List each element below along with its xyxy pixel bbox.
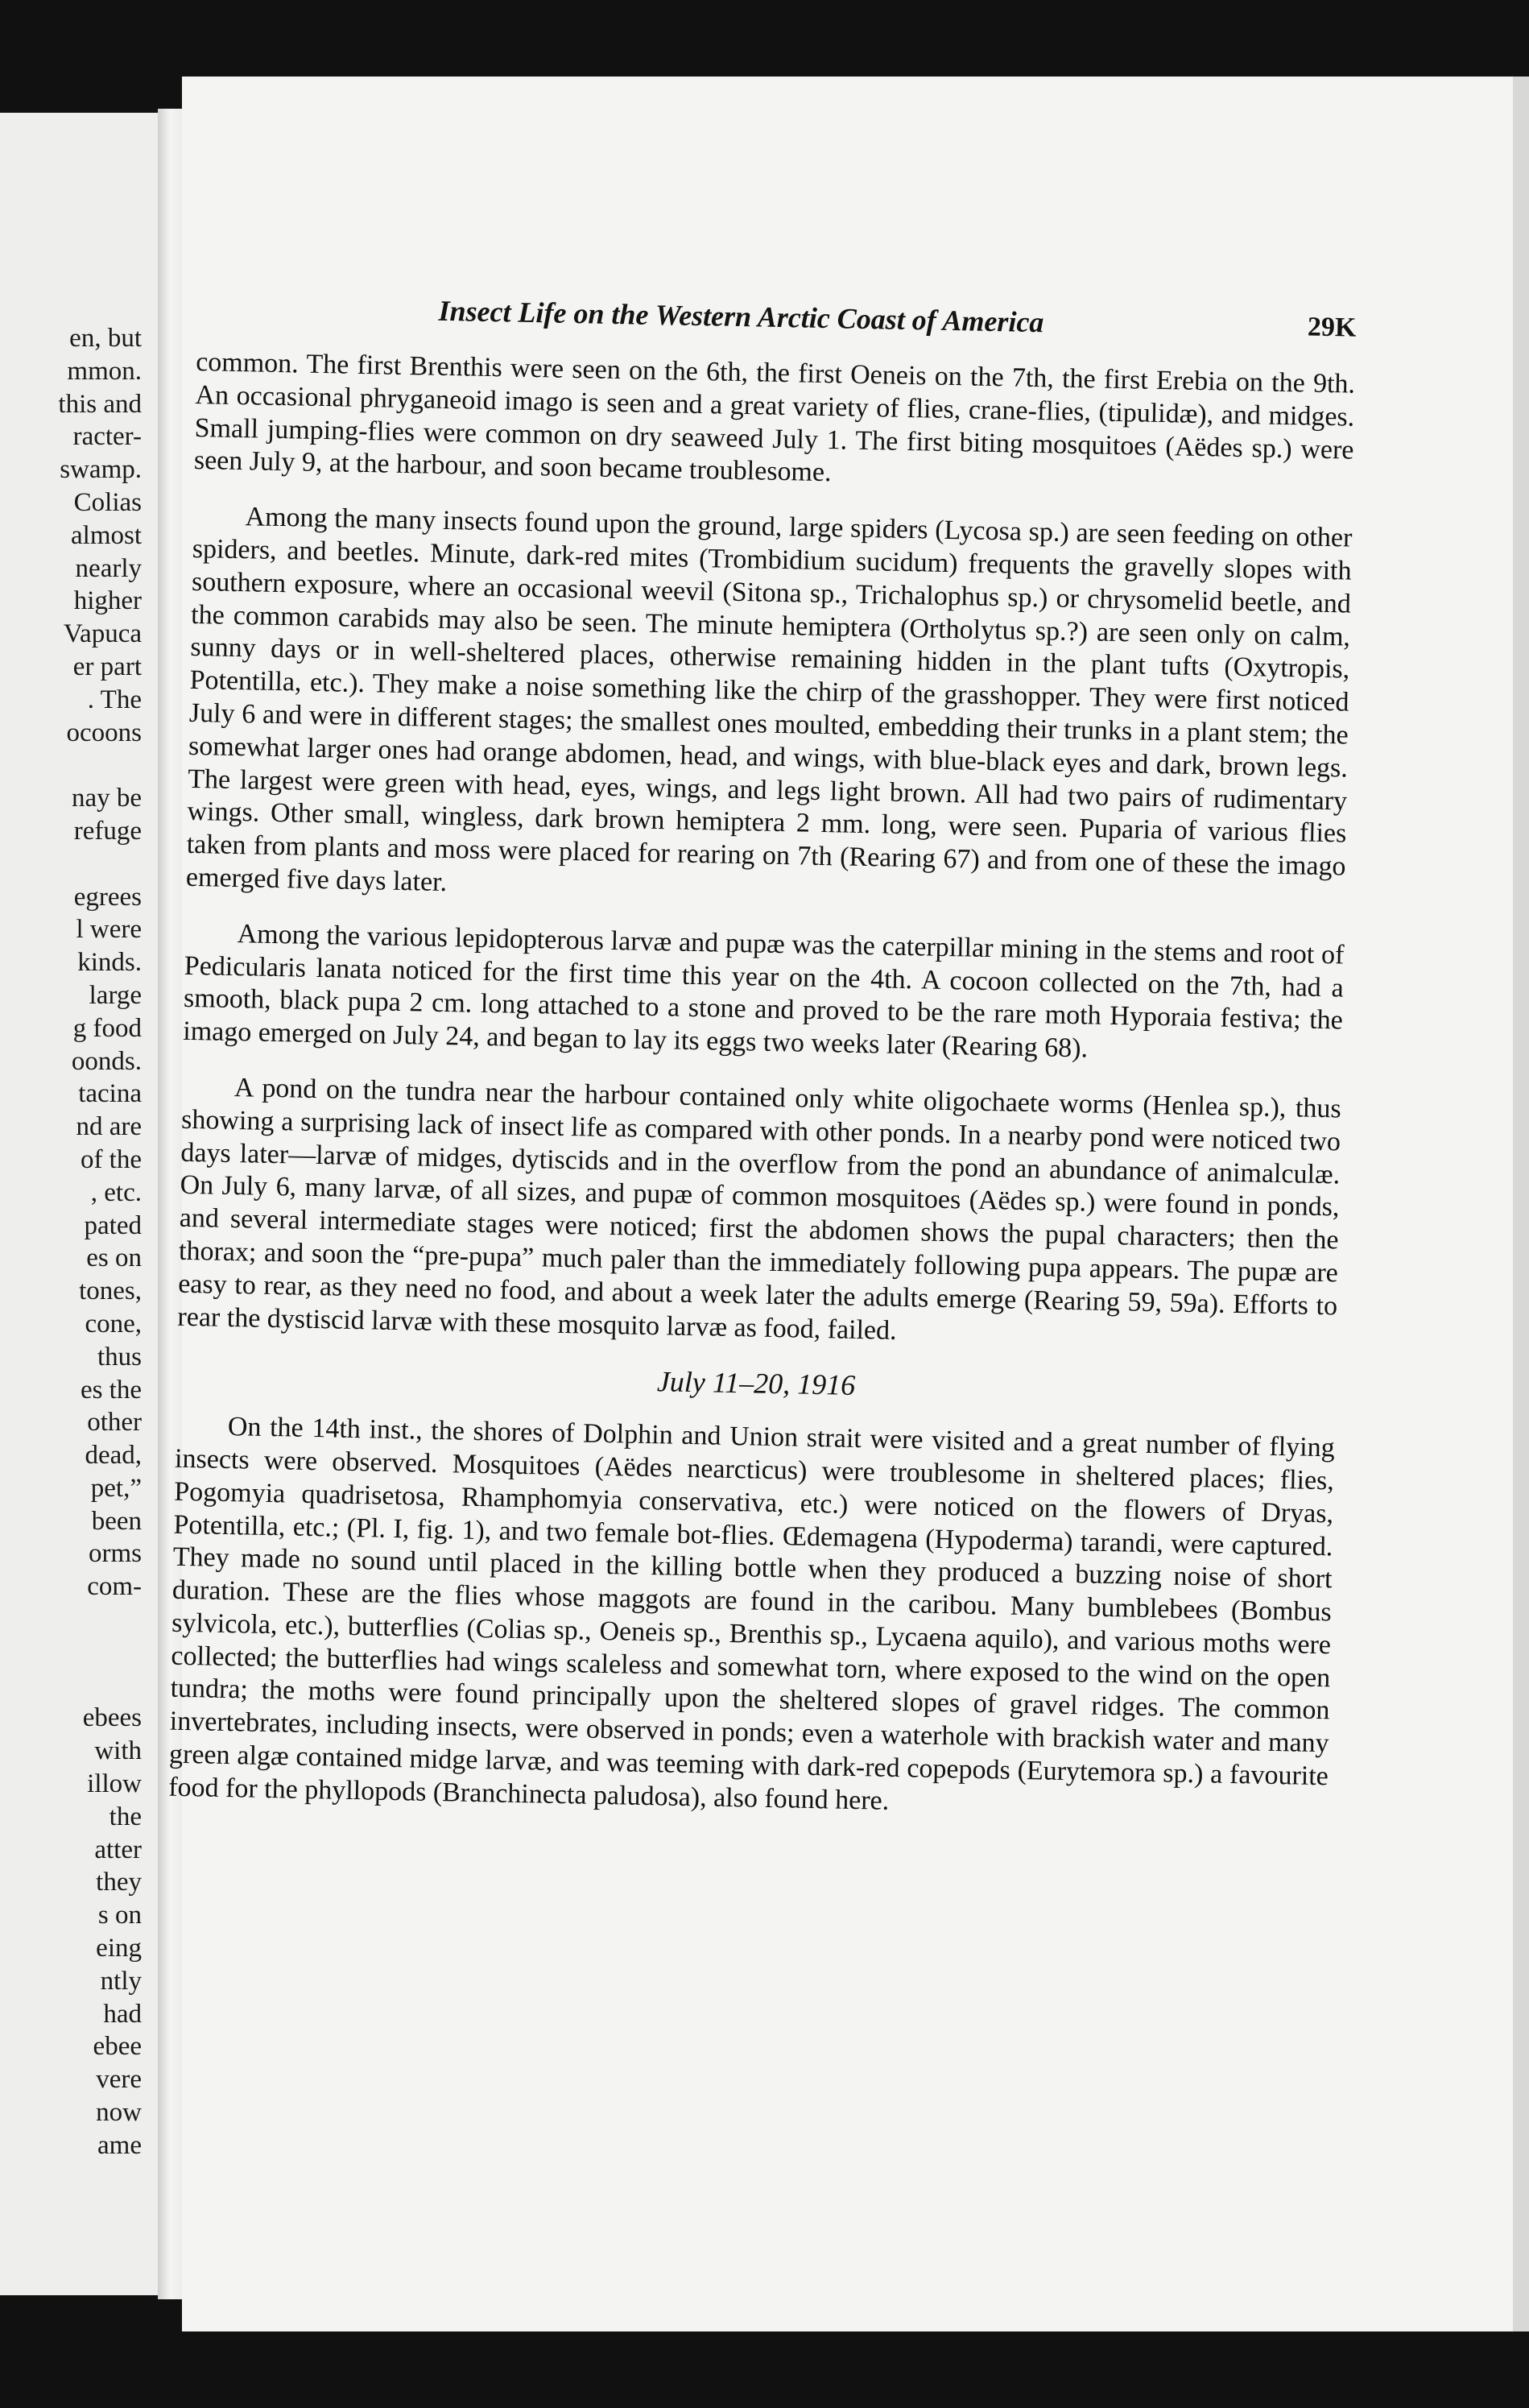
left-page-line: mmon. <box>67 356 142 386</box>
left-page-line: tacina <box>78 1079 142 1109</box>
left-page-line: s on <box>97 1901 142 1930</box>
left-page-line: nd are <box>76 1112 142 1142</box>
left-page-line: nearly <box>75 553 142 583</box>
left-page-line: cone, <box>85 1309 142 1338</box>
left-page-gap <box>0 848 142 881</box>
left-page-line: ebees <box>82 1703 142 1733</box>
left-page-line: com- <box>87 1572 142 1602</box>
left-page-line: , etc. <box>90 1177 142 1207</box>
left-page-line: orms <box>89 1539 142 1569</box>
left-page-line: ntly <box>100 1966 142 1996</box>
left-page-line: higher <box>73 586 142 616</box>
left-page-line: of the <box>80 1144 142 1174</box>
page-edge <box>1513 77 1529 2331</box>
left-page-line: er part <box>72 652 142 681</box>
left-page-line: ebee <box>93 2032 142 2062</box>
left-page-line: racter- <box>72 422 142 452</box>
left-page-line: pet,” <box>90 1473 142 1503</box>
left-page-line: large <box>89 980 142 1010</box>
left-page-line: es the <box>80 1375 142 1405</box>
left-page-line: the <box>109 1802 142 1831</box>
paragraph: On the 14th inst., the shores of Dolphin and Union strait were visited and a great number of flying insects were observed. Mosquitoes (Aëdes nearcticus) were troublesome in sheltered places; flies, Pogomyia quadrisetosa, Rhamphomyia conservativa, etc.) were noticed on the flowers of Dryas, Potentilla, etc.; (Pl. I, fig. 1), and two female bot-flies. Œdemagena (Hypoderma) tarandi, were captured. They made no sound until placed in the killing bottle when they produced a buzzing noise of short duration. These are the flies whose maggots are found in the caribou. Many bumblebees (Bombus sylvicola, etc.), butterflies (Colias sp., Oeneis sp., Brenthis sp., Lycaena aquilo), and various moths were collected; the butterflies had wings scaleless and somewhat torn, where exposed to the wind on the open tundra; the moths were found principally upon the sheltered slopes of gravel ridges. The common invertebrates, including insects, were observed in ponds; even a waterhole with brackish water and many green algæ contained midge larvæ, and was teeming with dark-red copepods (Eurytemora sp.) a favourite food for the phyllopods (Branchinecta paludosa), also found here. <box>167 1412 1336 1816</box>
paragraph: Among the many insects found upon the ground, large spiders (Lycosa sp.) are seen feeding on other spiders, and beetles. Minute, dark-red mites (Trombidium sucidum) frequents the gravelly slopes with southern exposure, where an occasional weevil (Sitona sp., Trichalophus sp.) or chrysomelid beetle, and the common carabids may also be seen. The minute hemiptera (Ortholytus sp.?) are seen only on calm, sunny days or in well-sheltered places, otherwise remaining hidden in the plant tufts (Oxytropis, Potentilla, etc.). They make a noise something like the chirp of the grasshopper. They were first noticed July 6 and were in different stages; the smallest ones moulted, embedding their trunks in a plant stem; the somewhat larger ones had orange abdomen, head, and wings, with blue-black eyes and dark, brown legs. The largest were green with head, eyes, wings, and legs light brown. All had two pairs of rudimentary wings. Other small, wingless, dark brown hemiptera 2 mm. long, were seen. Puparia of various flies taken from plants and moss were placed for rearing on 7th (Rearing 67) and from one of these the imago emerged five days later. <box>185 502 1353 898</box>
left-page-line: egrees <box>73 882 142 912</box>
left-page-line: now <box>96 2098 142 2128</box>
left-page-line: oonds. <box>71 1046 142 1076</box>
left-page-line: been <box>91 1506 142 1536</box>
left-page-line: tones, <box>79 1276 142 1306</box>
left-page-line: nay be <box>71 784 142 813</box>
left-page-line: with <box>94 1736 142 1766</box>
left-page-line: eing <box>96 1934 142 1963</box>
left-page-line: thus <box>97 1342 142 1372</box>
left-page-line: other <box>87 1408 142 1438</box>
left-page-line: almost <box>71 520 142 550</box>
left-page-gap <box>0 1636 142 1669</box>
section-date-heading: July 11–20, 1916 <box>656 1365 856 1402</box>
left-page-line: es on <box>86 1243 142 1273</box>
left-page-line: en, but <box>69 324 142 353</box>
left-page-line: Colias <box>73 487 142 517</box>
left-page-line: pated <box>84 1210 142 1240</box>
left-page-line: ame <box>97 2130 142 2160</box>
left-page-line: ocoons <box>66 718 142 747</box>
page-content <box>167 290 1356 1849</box>
left-page-gap <box>0 1603 142 1636</box>
left-page-line: refuge <box>73 816 142 846</box>
left-page-line: atter <box>94 1835 142 1864</box>
left-page-line: this and <box>58 389 142 419</box>
left-page-gap <box>0 749 142 782</box>
left-page-line: had <box>103 1999 142 2029</box>
left-page-gap <box>0 1669 142 1703</box>
paragraph: Among the various lepidopterous larvæ and pupæ was the caterpillar mining in the stems and root of Pedicularis lanata noticed for the first time this year on the 4th. A cocoon collected on the 7th, had a smooth, black pupa 2 cm. long attached to a stone and proved to be the rare moth Hyporaia festiva; the imago emerged on July 24, and began to lay its eggs two weeks later (Rearing 68). <box>182 918 1345 1064</box>
left-page-line: Vapuca <box>63 619 142 649</box>
left-page-line: they <box>96 1868 142 1897</box>
left-page-line: dead, <box>85 1441 142 1471</box>
paragraph: A pond on the tundra near the harbour contained only white oligochaete worms (Henlea sp.), thus showing a surprising lack of insect life as compared with other ponds. In a nearby pond were noticed two days later—larvæ of midges, dytiscids and in the overflow from the pond an abundance of animalculæ. On July 6, many larvæ, of all sizes, and pupæ of common mosquitoes (Aëdes sp.) were found in ponds, and several intermediate stages were noticed; first the abdomen shows the pupal characters; then the thorax; and soon the “pre-pupa” much paler than the immediately following pupa appears. The pupæ are easy to rear, as they need no food, and about a week later the adults emerge (Rearing 59, 59a). Efforts to rear the dystiscid larvæ with these mosquito larvæ as food, failed. <box>177 1073 1342 1346</box>
left-page-line: illow <box>87 1769 142 1799</box>
left-page-text <box>0 322 142 2162</box>
left-page-line: swamp. <box>60 455 142 485</box>
left-page-line: g food <box>72 1013 142 1043</box>
left-page-line: kinds. <box>77 948 142 978</box>
running-title: Insect Life on the Western Arctic Coast of America <box>438 294 1044 339</box>
page-number: 29K <box>1307 312 1357 343</box>
paragraph: common. The first Brenthis were seen on the 6th, the first Oeneis on the 7th, the first Erebia on the 9th. An occasional phryganeoid imago is seen and a great variety of flies, crane-flies, (tipulidæ), and midges. Small jumping-flies were common on dry seaweed July 1. The first biting mosquitoes (Aëdes sp.) were seen July 9, at the harbour, and soon became troublesome. <box>193 346 1356 488</box>
left-page-line: . The <box>87 685 142 714</box>
left-page-line: vere <box>96 2065 142 2095</box>
left-page-line: l were <box>76 915 142 945</box>
